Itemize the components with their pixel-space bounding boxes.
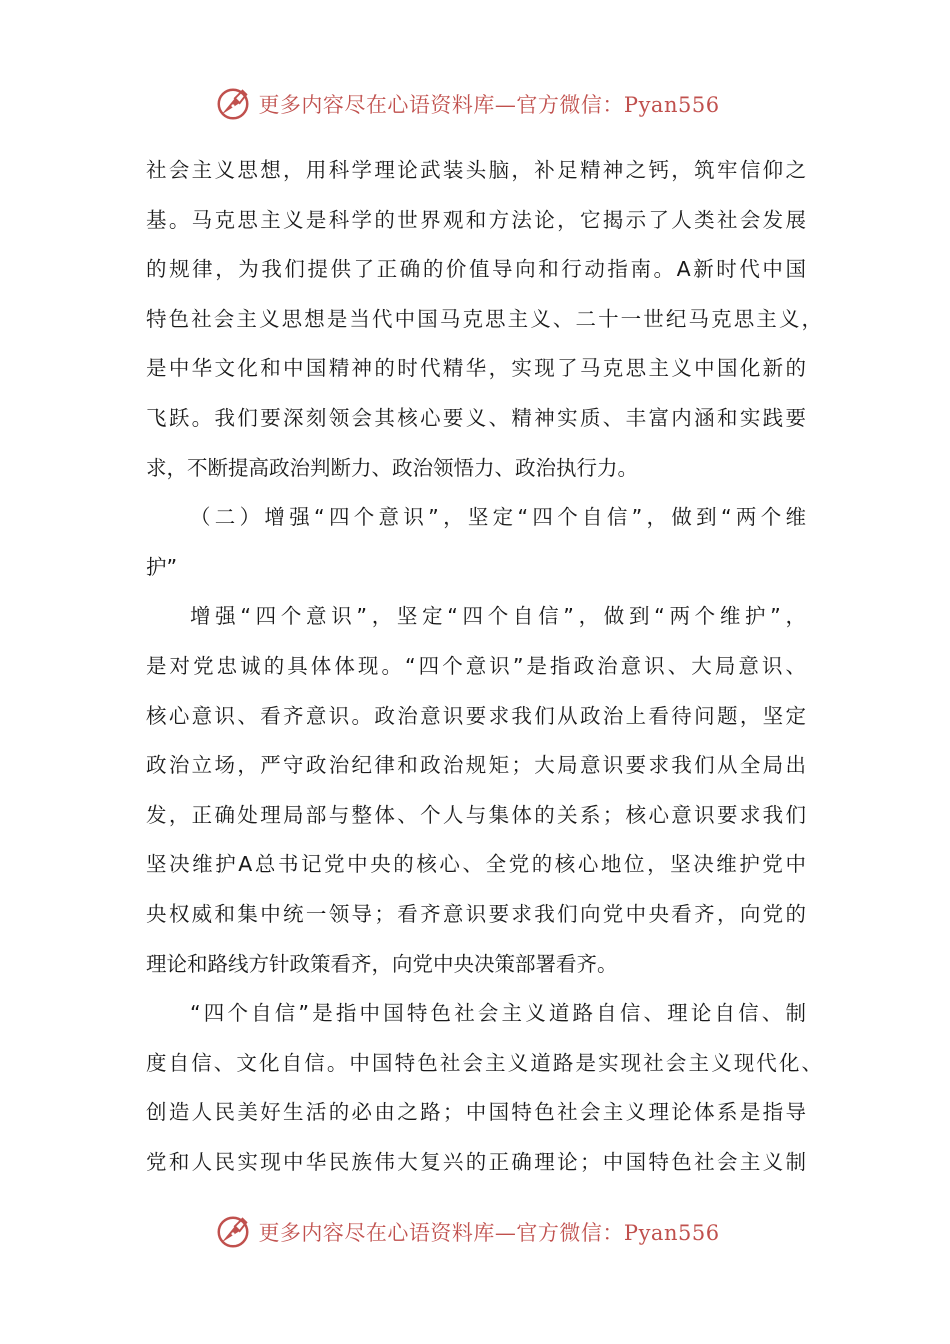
header-watermark <box>0 82 950 126</box>
paragraph-line: 发，正确处理局部与整体、个人与集体的关系；核心意识要求我们 <box>146 802 806 827</box>
paragraph-line: 求，不断提高政治判断力、政治领悟力、政治执行力。 <box>146 455 638 480</box>
watermark-text: 更多内容尽在心语资料库—官方微信：Pyan556 <box>258 93 720 117</box>
paragraph-line: 增强“四个意识”，坚定“四个自信”，做到“两个维护”， <box>190 604 806 629</box>
paragraph-line: 的规律，为我们提供了正确的价值导向和行动指南。A新时代中国 <box>146 257 806 282</box>
paragraph-line: 党和人民实现中华民族伟大复兴的正确理论；中国特色社会主义制 <box>146 1149 806 1174</box>
watermark-text: 更多内容尽在心语资料库—官方微信：Pyan556 <box>258 1221 720 1245</box>
paragraph-line: 是中华文化和中国精神的时代精华，实现了马克思主义中国化新的 <box>146 356 806 381</box>
paragraph-line: 坚决维护A总书记党中央的核心、全党的核心地位，坚决维护党中 <box>146 852 806 877</box>
section-heading: （二）增强“四个意识”，坚定“四个自信”，做到“两个维 <box>190 505 806 530</box>
paragraph-line: 社会主义思想，用科学理论武装头脑，补足精神之钙，筑牢信仰之 <box>146 158 806 182</box>
paragraph-line: 创造人民美好生活的必由之路；中国特色社会主义理论体系是指导 <box>146 1100 806 1125</box>
paragraph-line: 政治立场，严守政治纪律和政治规矩；大局意识要求我们从全局出 <box>146 753 806 778</box>
paragraph-line: 度自信、文化自信。中国特色社会主义道路是实现社会主义现代化、 <box>146 1050 822 1075</box>
paragraph-line: “四个自信”是指中国特色社会主义道路自信、理论自信、制 <box>190 1001 806 1026</box>
paragraph-line: 基。马克思主义是科学的世界观和方法论，它揭示了人类社会发展 <box>146 207 806 232</box>
paragraph-line: 理论和路线方针政策看齐，向党中央决策部署看齐。 <box>146 951 618 976</box>
pen-nib-logo-icon <box>214 85 252 123</box>
document-body <box>146 146 822 1187</box>
section-heading: 护” <box>146 554 178 579</box>
paragraph-line: 央权威和集中统一领导；看齐意识要求我们向党中央看齐，向党的 <box>146 901 806 926</box>
pen-nib-logo-icon <box>214 1213 252 1251</box>
footer-watermark <box>0 1210 950 1254</box>
paragraph-line: 飞跃。我们要深刻领会其核心要义、精神实质、丰富内涵和实践要 <box>146 405 806 430</box>
paragraph-line: 是对党忠诚的具体体现。“四个意识”是指政治意识、大局意识、 <box>146 653 806 678</box>
watermark-group <box>214 1213 719 1251</box>
paragraph-line: 特色社会主义思想是当代中国马克思主义、二十一世纪马克思主义， <box>146 306 822 331</box>
watermark-group <box>214 85 719 123</box>
paragraph-line: 核心意识、看齐意识。政治意识要求我们从政治上看待问题，坚定 <box>146 703 806 728</box>
